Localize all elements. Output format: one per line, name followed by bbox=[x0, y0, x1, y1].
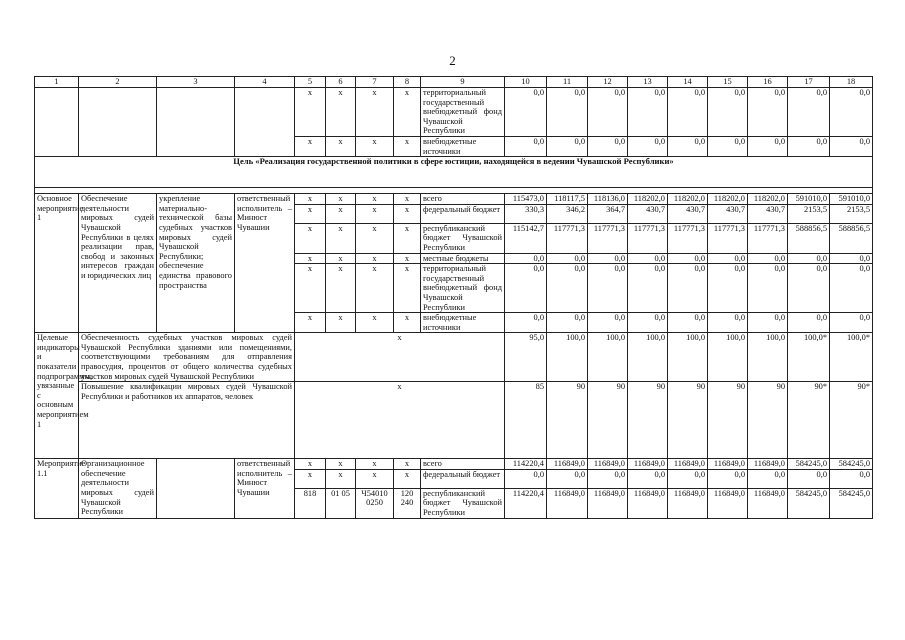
activity-name: Организационное обеспечение деятельности мировых судей Чувашской Республики bbox=[79, 459, 157, 518]
value-cell: 0,0 bbox=[708, 313, 748, 333]
value-cell: 0,0 bbox=[668, 253, 708, 264]
code-cell: x bbox=[356, 264, 394, 313]
activity-tasks: укрепление материально-технической базы судебных участков мировых судей Чувашской Республики; обеспечение единства правового пространства bbox=[157, 194, 235, 333]
code-cell: x bbox=[394, 194, 421, 205]
value-cell: 117771,3 bbox=[588, 223, 628, 253]
value-cell: 0,0 bbox=[708, 469, 748, 488]
indicator-text: Обеспеченность судебных участков мировых судей Чувашской Республики зданиями или помещениями, соответствующими требованиям для отправления правосудия, процентов от общего количества судебных участков мировых судей Чувашской Республики bbox=[79, 333, 295, 382]
funding-row bbox=[35, 88, 873, 137]
value-cell: 115142,7 bbox=[505, 223, 547, 253]
code-cell: x bbox=[356, 136, 394, 156]
value-cell: 116849,0 bbox=[748, 459, 788, 470]
value-cell: 0,0 bbox=[748, 253, 788, 264]
value-cell: 0,0 bbox=[547, 469, 588, 488]
value-cell: 0,0 bbox=[748, 136, 788, 156]
code-cell: x bbox=[326, 194, 356, 205]
value-cell: 0,0 bbox=[628, 88, 668, 137]
value-cell: 0,0 bbox=[708, 136, 748, 156]
value-cell: 90 bbox=[628, 382, 668, 459]
funding-source: всего bbox=[421, 194, 505, 205]
value-cell: 591010,0 bbox=[830, 194, 873, 205]
value-cell: 0,0 bbox=[628, 469, 668, 488]
column-number: 7 bbox=[356, 77, 394, 88]
column-number: 17 bbox=[788, 77, 830, 88]
indicators-label: Целевые индикаторы и показатели подпрограммы, увязанные с основным мероприятием 1 bbox=[35, 333, 79, 459]
value-cell: 0,0 bbox=[788, 88, 830, 137]
value-cell: 117771,3 bbox=[628, 223, 668, 253]
value-cell: 116849,0 bbox=[668, 488, 708, 518]
value-cell: 116849,0 bbox=[668, 459, 708, 470]
value-cell: 85 bbox=[505, 382, 547, 459]
code-cell: x bbox=[394, 264, 421, 313]
value-cell: 117771,3 bbox=[668, 223, 708, 253]
value-cell: 0,0 bbox=[547, 313, 588, 333]
value-cell: 0,0 bbox=[830, 313, 873, 333]
value-cell: 430,7 bbox=[668, 204, 708, 223]
value-cell: 117771,3 bbox=[708, 223, 748, 253]
funding-source: местные бюджеты bbox=[421, 253, 505, 264]
column-number-row bbox=[35, 77, 873, 88]
code-cell: x bbox=[326, 204, 356, 223]
funding-source: всего bbox=[421, 459, 505, 470]
code-cell: 01 05 bbox=[326, 488, 356, 518]
value-cell: 430,7 bbox=[748, 204, 788, 223]
value-cell: 100,0* bbox=[788, 333, 830, 382]
value-cell: 588856,5 bbox=[830, 223, 873, 253]
value-cell: 584245,0 bbox=[788, 459, 830, 470]
column-number: 8 bbox=[394, 77, 421, 88]
value-cell: 584245,0 bbox=[830, 459, 873, 470]
value-cell: 0,0 bbox=[505, 88, 547, 137]
code-cell: x bbox=[295, 264, 326, 313]
value-cell: 100,0 bbox=[668, 333, 708, 382]
goal-text: Цель «Реализация государственной политики в сфере юстиции, находящейся в ведении Чувашской Республики» bbox=[35, 157, 873, 188]
code-cell: x bbox=[326, 459, 356, 470]
value-cell: 0,0 bbox=[628, 264, 668, 313]
column-number: 4 bbox=[235, 77, 295, 88]
code-cell: x bbox=[394, 204, 421, 223]
code-cell: x bbox=[356, 469, 394, 488]
code-cell: x bbox=[394, 88, 421, 137]
code-cell: x bbox=[326, 253, 356, 264]
column-number: 5 bbox=[295, 77, 326, 88]
value-cell: 118202,0 bbox=[748, 194, 788, 205]
value-cell: 0,0 bbox=[588, 313, 628, 333]
value-cell: 116849,0 bbox=[708, 459, 748, 470]
code-cell: 818 bbox=[295, 488, 326, 518]
value-cell: 0,0 bbox=[788, 313, 830, 333]
code-cell: x bbox=[295, 469, 326, 488]
funding-row bbox=[35, 459, 873, 470]
code-cell: x bbox=[295, 204, 326, 223]
value-cell: 0,0 bbox=[588, 88, 628, 137]
column-number: 16 bbox=[748, 77, 788, 88]
code-cell: x bbox=[356, 194, 394, 205]
value-cell: 0,0 bbox=[708, 264, 748, 313]
column-number: 11 bbox=[547, 77, 588, 88]
code-cell: x bbox=[295, 313, 326, 333]
value-cell: 90 bbox=[708, 382, 748, 459]
value-cell: 116849,0 bbox=[588, 488, 628, 518]
indicator-row bbox=[35, 333, 873, 382]
activity-name: Обеспечение деятельности мировых судей Чувашской Республики в целях реализации прав, свобод и законных интересов граждан и юридических лиц bbox=[79, 194, 157, 333]
column-number: 3 bbox=[157, 77, 235, 88]
code-cell: x bbox=[295, 253, 326, 264]
value-cell: 330,3 bbox=[505, 204, 547, 223]
program-table bbox=[34, 76, 873, 519]
value-cell: 118202,0 bbox=[708, 194, 748, 205]
value-cell: 0,0 bbox=[505, 264, 547, 313]
column-number: 14 bbox=[668, 77, 708, 88]
funding-source: республиканский бюджет Чувашской Республики bbox=[421, 223, 505, 253]
value-cell: 116849,0 bbox=[547, 459, 588, 470]
code-cell: x bbox=[295, 136, 326, 156]
value-cell: 90 bbox=[547, 382, 588, 459]
code-cell: x bbox=[394, 253, 421, 264]
value-cell: 0,0 bbox=[830, 264, 873, 313]
value-cell: 0,0 bbox=[830, 253, 873, 264]
value-cell: 0,0 bbox=[628, 253, 668, 264]
value-cell: 0,0 bbox=[505, 253, 547, 264]
value-cell: 118202,0 bbox=[628, 194, 668, 205]
code-cell: x bbox=[326, 313, 356, 333]
code-cell: x bbox=[356, 253, 394, 264]
empty-cell bbox=[235, 88, 295, 157]
indicator-mark: x bbox=[295, 382, 505, 459]
value-cell: 116849,0 bbox=[588, 459, 628, 470]
value-cell: 90 bbox=[748, 382, 788, 459]
value-cell: 90 bbox=[588, 382, 628, 459]
value-cell: 90 bbox=[668, 382, 708, 459]
activity-executor: ответственный исполнитель – Минюст Чувашии bbox=[235, 194, 295, 333]
column-number: 12 bbox=[588, 77, 628, 88]
value-cell: 100,0 bbox=[547, 333, 588, 382]
funding-source: внебюджетные источники bbox=[421, 136, 505, 156]
funding-source: внебюджетные источники bbox=[421, 313, 505, 333]
code-cell: x bbox=[326, 136, 356, 156]
value-cell: 115473,0 bbox=[505, 194, 547, 205]
value-cell: 116849,0 bbox=[547, 488, 588, 518]
goal-row bbox=[35, 157, 873, 188]
funding-source: федеральный бюджет bbox=[421, 469, 505, 488]
value-cell: 0,0 bbox=[748, 469, 788, 488]
code-cell: x bbox=[394, 313, 421, 333]
value-cell: 0,0 bbox=[505, 136, 547, 156]
value-cell: 100,0 bbox=[628, 333, 668, 382]
value-cell: 0,0 bbox=[505, 313, 547, 333]
value-cell: 117771,3 bbox=[748, 223, 788, 253]
value-cell: 0,0 bbox=[830, 88, 873, 137]
code-cell: Ч54010 0250 bbox=[356, 488, 394, 518]
value-cell: 0,0 bbox=[748, 88, 788, 137]
empty-cell bbox=[157, 88, 235, 157]
value-cell: 0,0 bbox=[708, 253, 748, 264]
funding-source: республиканский бюджет Чувашской Республики bbox=[421, 488, 505, 518]
code-cell: x bbox=[356, 88, 394, 137]
code-cell: x bbox=[394, 459, 421, 470]
funding-source: федеральный бюджет bbox=[421, 204, 505, 223]
activity-status: Основное мероприятие 1 bbox=[35, 194, 79, 333]
value-cell: 0,0 bbox=[505, 469, 547, 488]
code-cell: x bbox=[356, 459, 394, 470]
value-cell: 118117,5 bbox=[547, 194, 588, 205]
value-cell: 0,0 bbox=[547, 264, 588, 313]
code-cell: x bbox=[326, 469, 356, 488]
value-cell: 116849,0 bbox=[628, 488, 668, 518]
value-cell: 0,0 bbox=[628, 313, 668, 333]
activity-status: Мероприятие 1.1 bbox=[35, 459, 79, 518]
code-cell: x bbox=[326, 88, 356, 137]
value-cell: 2153,5 bbox=[788, 204, 830, 223]
value-cell: 0,0 bbox=[588, 253, 628, 264]
column-number: 1 bbox=[35, 77, 79, 88]
value-cell: 100,0 bbox=[708, 333, 748, 382]
column-number: 15 bbox=[708, 77, 748, 88]
code-cell: x bbox=[295, 459, 326, 470]
value-cell: 117771,3 bbox=[547, 223, 588, 253]
indicator-mark: x bbox=[295, 333, 505, 382]
page-number: 2 bbox=[449, 53, 456, 68]
value-cell: 0,0 bbox=[668, 136, 708, 156]
value-cell: 0,0 bbox=[547, 136, 588, 156]
value-cell: 0,0 bbox=[748, 264, 788, 313]
value-cell: 118202,0 bbox=[668, 194, 708, 205]
indicator-row bbox=[35, 382, 873, 459]
value-cell: 0,0 bbox=[547, 88, 588, 137]
value-cell: 0,0 bbox=[588, 136, 628, 156]
code-cell: x bbox=[356, 223, 394, 253]
value-cell: 430,7 bbox=[708, 204, 748, 223]
code-cell: x bbox=[295, 88, 326, 137]
value-cell: 0,0 bbox=[708, 88, 748, 137]
column-number: 6 bbox=[326, 77, 356, 88]
column-number: 13 bbox=[628, 77, 668, 88]
value-cell: 0,0 bbox=[588, 264, 628, 313]
value-cell: 2153,5 bbox=[830, 204, 873, 223]
empty-cell bbox=[35, 88, 79, 157]
value-cell: 0,0 bbox=[668, 88, 708, 137]
value-cell: 116849,0 bbox=[708, 488, 748, 518]
value-cell: 0,0 bbox=[668, 264, 708, 313]
code-cell: x bbox=[394, 223, 421, 253]
value-cell: 0,0 bbox=[588, 469, 628, 488]
value-cell: 100,0* bbox=[830, 333, 873, 382]
code-cell: x bbox=[295, 223, 326, 253]
code-cell: x bbox=[394, 136, 421, 156]
value-cell: 0,0 bbox=[830, 469, 873, 488]
value-cell: 95,0 bbox=[505, 333, 547, 382]
value-cell: 100,0 bbox=[588, 333, 628, 382]
value-cell: 0,0 bbox=[668, 313, 708, 333]
column-number: 9 bbox=[421, 77, 505, 88]
value-cell: 0,0 bbox=[788, 264, 830, 313]
value-cell: 90* bbox=[830, 382, 873, 459]
code-cell: x bbox=[295, 194, 326, 205]
activity-executor: ответственный исполнитель – Минюст Чувашии bbox=[235, 459, 295, 518]
column-number: 18 bbox=[830, 77, 873, 88]
value-cell: 90* bbox=[788, 382, 830, 459]
value-cell: 114220,4 bbox=[505, 488, 547, 518]
code-cell: x bbox=[356, 204, 394, 223]
table-body bbox=[35, 77, 873, 519]
indicator-text: Повышение квалификации мировых судей Чувашской Республики и работников их аппаратов, человек bbox=[79, 382, 295, 459]
value-cell: 116849,0 bbox=[748, 488, 788, 518]
value-cell: 364,7 bbox=[588, 204, 628, 223]
code-cell: x bbox=[394, 469, 421, 488]
code-cell: 120 240 bbox=[394, 488, 421, 518]
value-cell: 0,0 bbox=[748, 313, 788, 333]
funding-source: территориальный государственный внебюджетный фонд Чувашской Республики bbox=[421, 88, 505, 137]
value-cell: 591010,0 bbox=[788, 194, 830, 205]
value-cell: 100,0 bbox=[748, 333, 788, 382]
column-number: 2 bbox=[79, 77, 157, 88]
value-cell: 0,0 bbox=[788, 253, 830, 264]
value-cell: 584245,0 bbox=[830, 488, 873, 518]
value-cell: 0,0 bbox=[668, 469, 708, 488]
value-cell: 118136,0 bbox=[588, 194, 628, 205]
funding-source: территориальный государственный внебюджетный фонд Чувашской Республики bbox=[421, 264, 505, 313]
funding-row bbox=[35, 194, 873, 205]
value-cell: 430,7 bbox=[628, 204, 668, 223]
value-cell: 0,0 bbox=[628, 136, 668, 156]
code-cell: x bbox=[356, 313, 394, 333]
value-cell: 584245,0 bbox=[788, 488, 830, 518]
value-cell: 116849,0 bbox=[628, 459, 668, 470]
empty-cell bbox=[157, 459, 235, 518]
value-cell: 0,0 bbox=[788, 469, 830, 488]
value-cell: 346,2 bbox=[547, 204, 588, 223]
value-cell: 0,0 bbox=[830, 136, 873, 156]
code-cell: x bbox=[326, 223, 356, 253]
value-cell: 0,0 bbox=[788, 136, 830, 156]
column-number: 10 bbox=[505, 77, 547, 88]
value-cell: 0,0 bbox=[547, 253, 588, 264]
value-cell: 114220,4 bbox=[505, 459, 547, 470]
value-cell: 588856,5 bbox=[788, 223, 830, 253]
code-cell: x bbox=[326, 264, 356, 313]
empty-cell bbox=[79, 88, 157, 157]
